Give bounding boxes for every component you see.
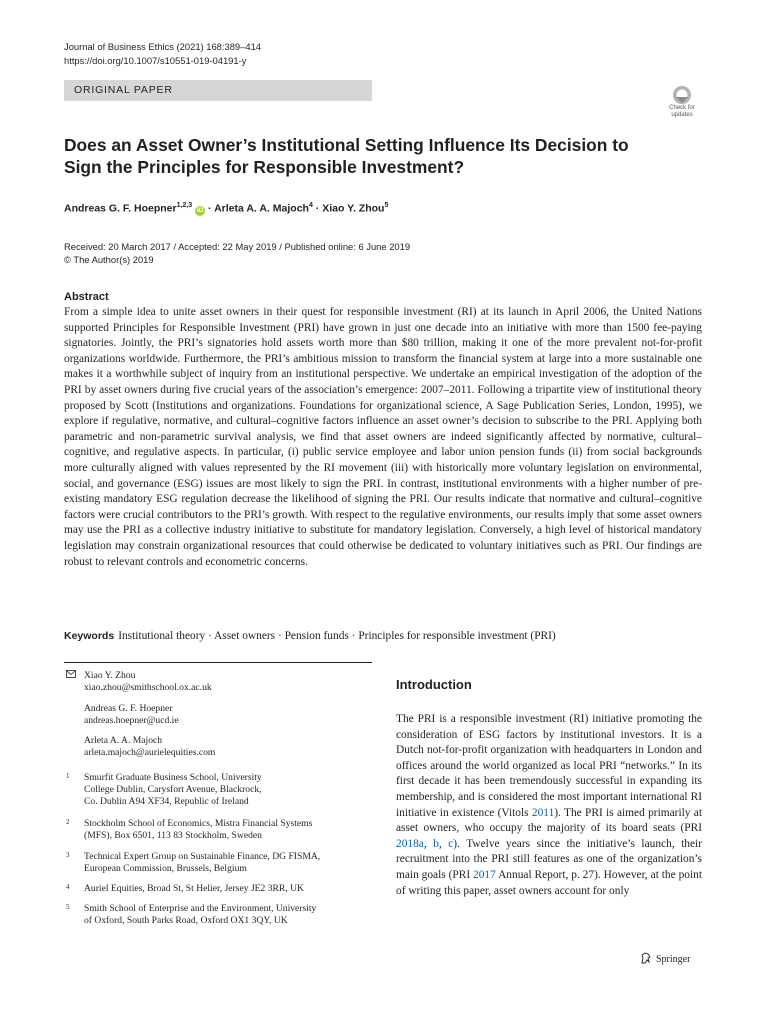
history-dates: Received: 20 March 2017 / Accepted: 22 May 2019 / Published online: 6 June 2019 <box>64 241 411 252</box>
keywords-label: Keywords <box>64 630 115 642</box>
envelope-icon <box>66 670 76 678</box>
abstract-text: From a simple idea to unite asset owners in their quest for responsible investment (RI) at its launch in April 2006, the United Nations supported Principles for Responsible Investment (PRI) have grown in just one decade into an initiative with more than 1500 fee-paying signatories. Jointly, the PRI’s signatories hold assets worth more than $80 trillion, making it one of the more prevalent not-for-profit organizations worldwide. Furthermore, the PRI’s ambitious mission to transform the financial system at large into a more sustainable one makes it a worthwhile subject of inquiry from an institutional perspective. We undertake an empirical investigation of the adoption of the PRI by asset owners during five crucial years of the association’s emergence: 2007–2011. Following a tripartite view of institutional theory proposed by Scott (Institutions and organizations. Foundations for organizational science, A Sage Publication Series, London, 1995), we explore if regulative, normative, and cultural–cognitive factors influence an asset owner’s decision to subscribe to the PRI. Applying both parametric and non-parametric survival analysis, we find that asset owners are indeed significantly affected by normative, cultural–cognitive, and regulative aspects. In particular, (i) public service employee and labor union pension funds (ii) from social backgrounds more culturally aligned with values represented by the RI movement (iii) with historically more voluntary legislation on environmental, social, and governance (ESG) issues are most likely to sign the PRI. In contrast, institutional environments with a higher number of pre-existing mandatory ESG regulation decrease the likelihood of signing the PRI. Our results indicate that normative and cultural–cognitive factors were crucial contributors to the PRI’s growth. With respect to the regulative environments, our results imply that some asset owners may use the PRI as a collective industry initiative to substitute for mandatory legislation. Conversely, a high level of historical mandatory legislation may constrain organizational resources that could otherwise be dedicated to voluntary initiatives such as PRI. Our findings are robust to relevant controls and econometric concerns. <box>64 306 702 568</box>
corresponding-author <box>84 670 212 694</box>
keywords-text: Institutional theory · Asset owners · Pension funds · Principles for responsible investment (PRI) <box>118 630 556 642</box>
section-label: ORIGINAL PAPER <box>74 84 173 96</box>
check-for-updates-label: Check for updates <box>669 105 695 118</box>
author-name[interactable]: Xiao Y. Zhou <box>322 202 385 215</box>
section-heading-introduction: Introduction <box>396 677 472 692</box>
contact-email[interactable]: andreas.hoepner@ucd.ie <box>84 715 179 727</box>
affiliation-number: 3 <box>66 851 70 859</box>
citation-link[interactable]: 2018a <box>396 837 424 850</box>
copyright: © The Author(s) 2019 <box>64 254 154 265</box>
author-affiliation-marks: 5 <box>384 202 389 209</box>
publisher-footer <box>640 952 690 965</box>
author-name[interactable]: Arleta A. A. Majoch <box>214 202 309 215</box>
affiliation-number: 1 <box>66 772 70 780</box>
contact-name: Arleta A. A. Majoch <box>84 735 163 746</box>
abstract-heading: Abstract <box>64 291 109 303</box>
author-list: Andreas G. F. Hoepner$^{1,2,3}$ iD · Arleta A. A. Majoch$^4$ · Xiao Y. Zhou$^5$ <box>64 202 389 215</box>
paper-title: Does an Asset Owner’s Institutional Setting Influence Its Decision to Sign the Principles for Responsible Investment? <box>64 135 629 177</box>
journal-citation: Journal of Business Ethics (2021) 168:389–414 <box>64 41 262 52</box>
introduction-text: The PRI is a responsible investment (RI) initiative promoting the consideration of ESG factors by institutional investors. It is a Dutch not-for-profit organization with headquarters in London and offices around the world organized as local PRI “networks.” In its first decade it has been tremendously successful in expanding its membership, and is considered the most important international RI initiative in existence (Vitols 2011). The PRI is aimed primarily at asset owners, who occupy the majority of its board seats (PRI 2018a, b, c). Twelve years since the initiative’s launch, their recruitment into the PRI still features as one of the organization’s main goals (PRI 2017 Annual Report, p. 27). However, at the point of writing this paper, asset owners account for only <box>396 713 702 897</box>
affiliation-number: 4 <box>66 883 70 891</box>
affiliation: Technical Expert Group on Sustainable Finance, DG FISMA, European Commission, Brussels, Belgium <box>84 851 321 875</box>
keywords <box>64 630 704 642</box>
citation-link[interactable]: b <box>433 837 439 850</box>
publication-dates <box>64 240 410 266</box>
citation-link[interactable]: 2017 <box>473 868 496 881</box>
affiliation: Stockholm School of Economics, Mistra Financial Systems (MFS), Box 6501, 113 83 Stockholm, Sweden <box>84 818 313 842</box>
contact-name: Xiao Y. Zhou <box>84 670 136 681</box>
contact-email[interactable]: xiao.zhou@smithschool.ox.ac.uk <box>84 682 212 694</box>
footnote-divider <box>64 662 372 663</box>
publisher-name: Springer <box>656 954 691 965</box>
orcid-icon[interactable]: iD <box>196 206 204 214</box>
doi-link[interactable]: https://doi.org/10.1007/s10551-019-04191-y <box>64 55 247 66</box>
affiliation-number: 2 <box>66 818 70 826</box>
contact-name: Andreas G. F. Hoepner <box>84 703 173 714</box>
contact-email[interactable]: arleta.majoch@aurielequities.com <box>84 747 216 759</box>
affiliation: Smurfit Graduate Business School, University College Dublin, Carysfort Avenue, Blackrock, Co. Dublin A94 XF34, Republic of Ireland <box>84 772 262 808</box>
author-name[interactable]: Andreas G. F. Hoepner <box>64 202 177 215</box>
contact-block <box>84 703 179 727</box>
affiliation-number: 5 <box>66 903 70 911</box>
contact-block <box>84 735 215 759</box>
citation-link[interactable]: 2011 <box>531 806 555 819</box>
affiliation: Auriel Equities, Broad St, St Helier, Jersey JE2 3RR, UK <box>84 883 304 894</box>
affiliation: Smith School of Enterprise and the Environment, University of Oxford, South Parks Road, Oxford OX1 3QY, UK <box>84 903 317 927</box>
journal-header <box>64 40 261 68</box>
springer-horse-icon <box>640 952 652 964</box>
author-affiliation-marks: 4 <box>308 202 313 209</box>
citation-link[interactable]: c <box>448 837 454 850</box>
author-affiliation-marks: 1,2,3 <box>176 202 193 209</box>
